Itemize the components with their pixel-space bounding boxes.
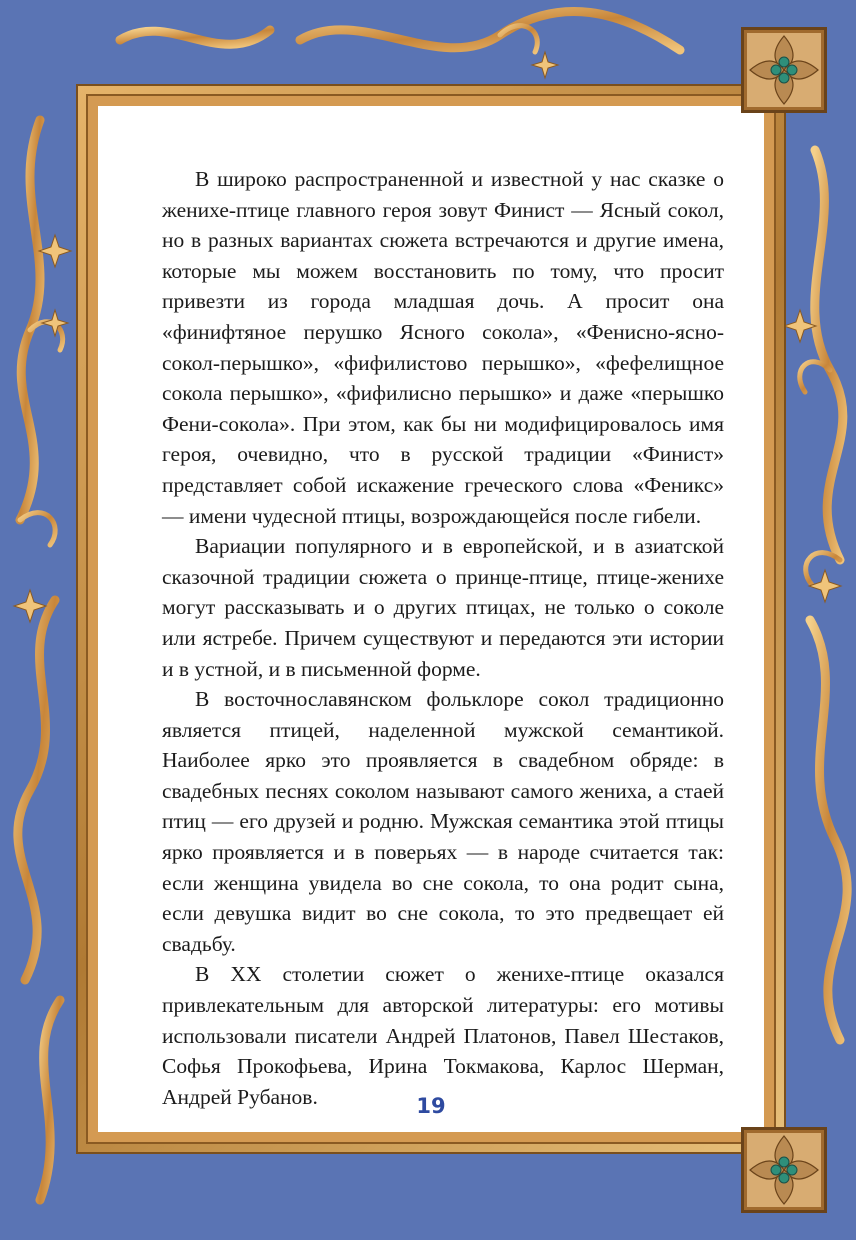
corner-tile: [744, 1130, 824, 1210]
body-text: [162, 164, 724, 1112]
corner-tile-ornament-icon: [744, 30, 824, 110]
paragraph: В XX столетии сюжет о женихе-птице оказался привлекательным для авторской литературы: его мотивы использовали писатели Андрей Платонов, Павел Шестаков, Софья Прокофьева, Ирина Токмакова, Карлос Шерман, Андрей Рубанов.: [162, 962, 724, 1109]
paragraph: Вариации популярного и в европейской, и в азиатской сказочной традиции сюжета о принце-птице, птице-женихе могут рассказывать и о других птицах, не только о соколе или ястребе. Причем существуют и передаются эти истории и в устной, и в письменной форме.: [162, 534, 724, 681]
corner-tile: [744, 30, 824, 110]
paragraph: В восточнославянском фольклоре сокол традиционно является птицей, наделенной мужской семантикой. Наиболее ярко это проявляется в свадебном обряде: в свадебных песнях соколом называют самого жениха, а стаей птиц — его друзей и родню. Мужская семантика этой птицы ярко проявляется и в поверьях — в народе считается так: если женщина увидела во сне сокола, то она родит сына, если девушка видит во сне сокола, то это предвещает ей свадьбу.: [162, 687, 724, 956]
page-number: 19: [416, 1094, 446, 1118]
page-frame: [78, 86, 784, 1152]
frame-border: [86, 94, 776, 1144]
corner-tile-ornament-icon: [744, 1130, 824, 1210]
paragraph: В широко распространенной и известной у нас сказке о женихе-птице главного героя зовут Финист — Ясный сокол, но в разных вариантах сюжета встречаются и другие имена, которые мы можем восстановить по тому, что просит привезти из города младшая дочь. А просит она «финифтяное перушко Ясного сокола», «Фенисно-ясно-сокол-перышко», «фифилистово перышко», «фефелищное сокола перышко», «фифилисно перышко» и даже «перышко Фени-сокола». При этом, как бы ни модифицировалось имя героя, очевидно, что в русской традиции «Финист» представляет собой искажение греческого слова «Феникс» — имени чудесной птицы, возрождающейся после гибели.: [162, 167, 724, 528]
text-page: [98, 106, 764, 1132]
